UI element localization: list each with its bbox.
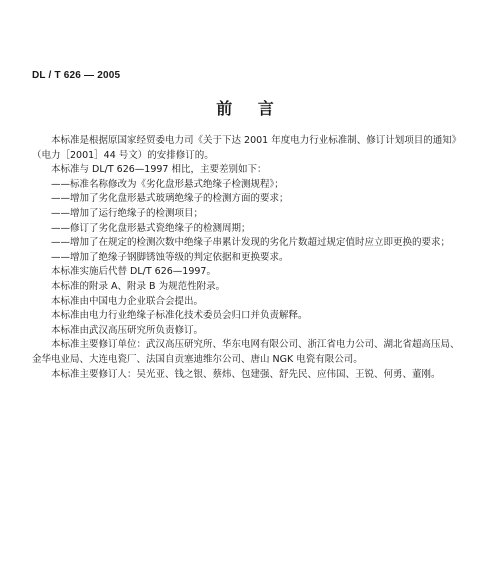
page-title: 前 言 [216, 99, 284, 118]
list-item-title-change: ——标准名称修改为《劣化盘形悬式绝缘子检测规程》； [51, 178, 284, 190]
list-item-test-period: ——修订了劣化盘形悬式瓷绝缘子的检测周期； [51, 222, 251, 234]
list-item-replacement-requirement: ——增加了在规定的检测次数中绝缘子串累计发现的劣化片数超过规定值时应立即更换的要求； [51, 237, 451, 249]
paragraph-responsible-committee: 本标准由电力行业绝缘子标准化技术委员会归口并负责解释。 [51, 310, 308, 322]
paragraph-revised-by: 本标准由武汉高压研究所负责修订。 [51, 324, 204, 336]
paragraph-proposed-by: 本标准由中国电力企业联合会提出。 [51, 295, 204, 307]
paragraph-drafting-units-line2: 金华电业局、大连电瓷厂、法国自贡塞迪维尔公司、唐山 NGK 电瓷有限公司。 [32, 353, 363, 365]
paragraph-annexes: 本标准的附录 A、附录 B 为规范性附录。 [51, 280, 226, 292]
paragraph-differences-intro: 本标准与 DL/T 626—1997 相比，主要差别如下： [51, 164, 267, 176]
paragraph-basis-line2: （电力［2001］44 号文）的安排修订的。 [32, 149, 214, 161]
foreword-body [32, 134, 478, 382]
paragraph-drafting-units-line1: 本标准主要修订单位：武汉高压研究所、华东电网有限公司、浙江省电力公司、湖北省超高压局、 [51, 339, 460, 351]
standard-code: DL / T 626 — 2005 [32, 70, 121, 81]
list-item-test-items: ——增加了运行绝缘子的检测项目； [51, 207, 204, 219]
paragraph-supersedes: 本标准实施后代替 DL/T 626—1997。 [51, 266, 216, 278]
paragraph-drafters: 本标准主要修订人：吴光亚、钱之银、蔡炜、包建强、舒先民、应伟国、王锐、何勇、董刚。 [51, 368, 441, 380]
list-item-glass-insulator: ——增加了劣化盘形悬式玻璃绝缘子的检测方面的要求； [51, 193, 289, 205]
paragraph-basis-line1: 本标准是根据原国家经贸委电力司《关于下达 2001 年度电力行业标准制、修订计划项目的通知》 [51, 135, 462, 146]
list-item-corrosion-grade: ——增加了绝缘子钢脚锈蚀等级的判定依据和更换要求。 [51, 251, 289, 263]
